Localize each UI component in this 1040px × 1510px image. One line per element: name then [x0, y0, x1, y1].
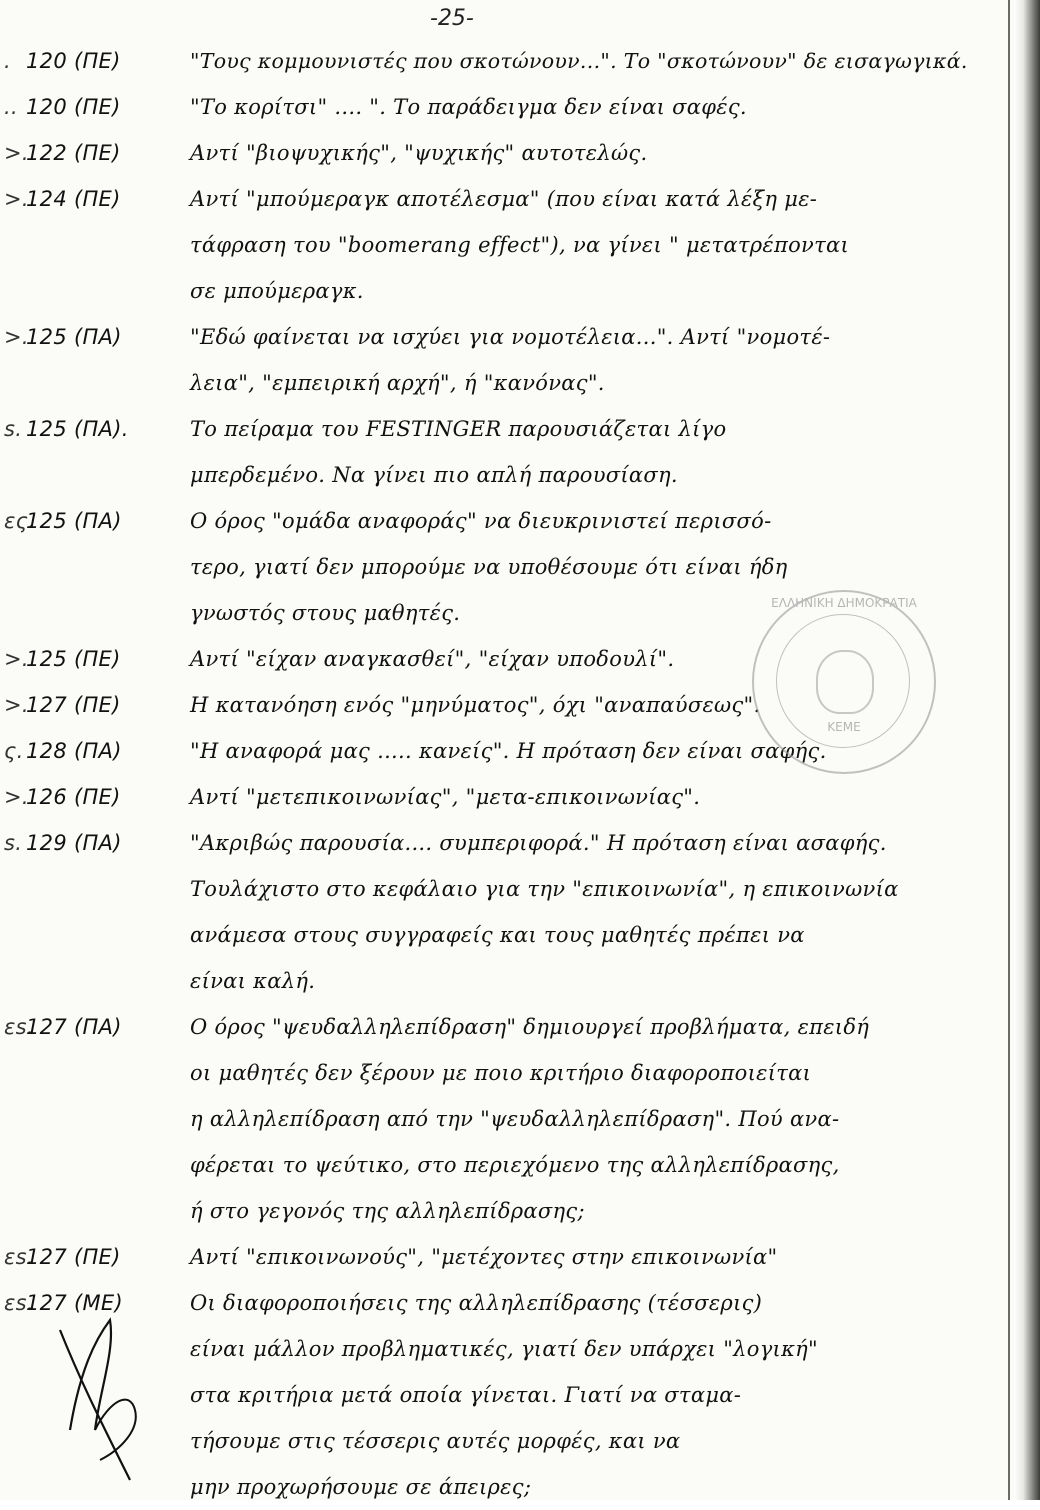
binding-edge-line — [1008, 0, 1010, 1500]
entry-marker: s. — [4, 831, 23, 855]
stamp-label: ΕΛΛΗΝΙΚΗ ΔΗΜΟΚΡΑΤΙΑ — [771, 596, 917, 610]
entry-text: είναι μάλλον προβληματικές, γιατί δεν υπάρχει "λογική" — [190, 1337, 818, 1361]
entry-ref-text: 128 (ΠΑ) — [26, 739, 122, 763]
entry-ref-text: 125 (ΠΑ). — [26, 417, 129, 441]
entry-line — [0, 84, 990, 130]
entry-line — [0, 176, 990, 222]
entry-line — [0, 406, 990, 452]
entry-marker: . — [4, 49, 11, 73]
entry-text: Ο όρος "ψευδαλληλεπίδραση" δημιουργεί προβλήματα, επειδή — [190, 1015, 870, 1039]
entry-reference — [4, 728, 189, 774]
entry-line — [0, 130, 990, 176]
entry-line — [0, 1004, 990, 1050]
entry-marker: .. — [4, 95, 18, 119]
entry — [0, 406, 990, 498]
entry-text: οι μαθητές δεν ξέρουν με ποιο κριτήριο διαφοροποιείται — [190, 1061, 812, 1085]
entry-reference — [4, 498, 189, 544]
entry-ref-text: 127 (ΠΕ) — [26, 693, 121, 717]
entry-reference — [4, 820, 189, 866]
entry-ref-text: 129 (ΠΑ) — [26, 831, 122, 855]
entry-marker: >. — [4, 647, 29, 671]
entry-line — [0, 1234, 990, 1280]
entry-text: Ο όρος "ομάδα αναφοράς" να διευκρινιστεί περισσό- — [190, 509, 772, 533]
entry-reference — [4, 176, 189, 222]
entry-text: τάφραση του "boomerang effect"), να γίνει " μετατρέπονται — [190, 233, 850, 257]
entry-reference — [4, 1004, 189, 1050]
entries-list — [0, 38, 990, 1510]
entry-ref-text: 124 (ΠΕ) — [26, 187, 121, 211]
entry — [0, 820, 990, 1004]
entry-marker: s. — [4, 417, 23, 441]
stamp-subtitle: ΚΕΜΕ — [827, 720, 861, 734]
entry-text: τήσουμε στις τέσσερις αυτές μορφές, και να — [190, 1429, 681, 1453]
entry-marker: ες. — [4, 509, 36, 533]
entry-text: "Ακριβώς παρουσία.... συμπεριφορά." Η πρόταση είναι ασαφής. — [190, 831, 887, 855]
entry — [0, 314, 990, 406]
entry-ref-text: 120 (ΠΕ) — [26, 95, 121, 119]
entry-text: "Εδώ φαίνεται να ισχύει για νομοτέλεια...". Αντί "νομοτέ- — [190, 325, 831, 349]
entry-text: στα κριτήρια μετά οποία γίνεται. Γιατί να σταμα- — [190, 1383, 742, 1407]
entry-line — [0, 222, 990, 268]
entry-ref-text: 122 (ΠΕ) — [26, 141, 121, 165]
entry-text: "Το κορίτσι" .... ". Το παράδειγμα δεν είναι σαφές. — [190, 95, 747, 119]
entry-line — [0, 498, 990, 544]
entry-reference — [4, 636, 189, 682]
entry — [0, 84, 990, 130]
entry-line — [0, 1050, 990, 1096]
entry-reference — [4, 682, 189, 728]
entry-reference — [4, 406, 189, 452]
entry-line — [0, 774, 990, 820]
entry-reference — [4, 774, 189, 820]
entry-text: σε μπούμεραγκ. — [190, 279, 364, 303]
entry-ref-text: 127 (ΠΕ) — [26, 1245, 121, 1269]
entry — [0, 176, 990, 314]
entry-text: Οι διαφοροποιήσεις της αλληλεπίδρασης (τέσσερις) — [190, 1291, 763, 1315]
entry-text: Αντί "μετεπικοινωνίας", "μετα-επικοινωνίας". — [190, 785, 701, 809]
entry-text: "Η αναφορά μας ..... κανείς". Η πρόταση δεν είναι σαφής. — [190, 739, 827, 763]
crest-icon — [816, 650, 874, 714]
entry-line — [0, 1188, 990, 1234]
entry-text: "Τους κομμουνιστές που σκοτώνουν...". Το "σκοτώνουν" δε εισαγωγικά. — [190, 49, 968, 73]
entry-line — [0, 544, 990, 590]
entry-text: η αλληλεπίδραση από την "ψευδαλληλεπίδραση". Πού ανα- — [190, 1107, 840, 1131]
entry-text: Το πείραμα του FESTINGER παρουσιάζεται λίγο — [190, 417, 727, 441]
entry-ref-text: 126 (ΠΕ) — [26, 785, 121, 809]
entry-line — [0, 38, 990, 84]
entry — [0, 1004, 990, 1234]
entry-marker: >. — [4, 141, 29, 165]
entry-line — [0, 1142, 990, 1188]
entry-marker: εs. — [4, 1291, 34, 1315]
entry-marker: εs. — [4, 1015, 34, 1039]
entry-reference — [4, 1234, 189, 1280]
entry-ref-text: 127 (ΜΕ) — [26, 1291, 123, 1315]
entry-text: Αντί "βιοψυχικής", "ψυχικής" αυτοτελώς. — [190, 141, 648, 165]
entry-text: Αντί "μπούμεραγκ αποτέλεσμα" (που είναι κατά λέξη με- — [190, 187, 818, 211]
entry-reference — [4, 130, 189, 176]
entry — [0, 130, 990, 176]
entry-text: Αντί "επικοινωνούς", "μετέχοντες στην επικοινωνία" — [190, 1245, 778, 1269]
entry-text: τερο, γιατί δεν μπορούμε να υποθέσουμε ότι είναι ήδη — [190, 555, 788, 579]
entry-ref-text: 120 (ΠΕ) — [26, 49, 121, 73]
page-number: -25- — [430, 6, 474, 31]
entry-marker: >. — [4, 325, 29, 349]
entry-reference — [4, 38, 189, 84]
entry — [0, 774, 990, 820]
entry-reference — [4, 84, 189, 130]
entry-line — [0, 820, 990, 866]
entry-marker: >. — [4, 693, 29, 717]
entry-marker: >. — [4, 187, 29, 211]
entry-text: φέρεται το ψεύτικο, στο περιεχόμενο της αλληλεπίδρασης, — [190, 1153, 840, 1177]
handwritten-signature — [40, 1310, 160, 1490]
entry-line — [0, 268, 990, 314]
entry-text: ή στο γεγονός της αλληλεπίδρασης; — [190, 1199, 585, 1223]
entry-line — [0, 912, 990, 958]
entry-ref-text: 127 (ΠΑ) — [26, 1015, 122, 1039]
official-stamp — [752, 590, 936, 774]
entry-line — [0, 1096, 990, 1142]
entry-marker: >. — [4, 785, 29, 809]
entry-line — [0, 452, 990, 498]
entry-text: Τουλάχιστο στο κεφάλαιο για την "επικοινωνία", η επικοινωνία — [190, 877, 899, 901]
entry-text: ανάμεσα στους συγγραφείς και τους μαθητές πρέπει να — [190, 923, 805, 947]
entry-reference — [4, 314, 189, 360]
entry-text: Αντί "είχαν αναγκασθεί", "είχαν υποδουλί". — [190, 647, 675, 671]
entry-ref-text: 125 (ΠΕ) — [26, 647, 121, 671]
entry-marker: εs. — [4, 1245, 34, 1269]
entry-ref-text: 125 (ΠΑ) — [26, 509, 122, 533]
entry-marker: ς. — [4, 739, 24, 763]
entry — [0, 38, 990, 84]
entry-text: λεια", "εμπειρική αρχή", ή "κανόνας". — [190, 371, 605, 395]
entry-line — [0, 866, 990, 912]
entry — [0, 1234, 990, 1280]
entry-ref-text: 125 (ΠΑ) — [26, 325, 122, 349]
entry-line — [0, 958, 990, 1004]
entry-text: μπερδεμένο. Να γίνει πιο απλή παρουσίαση. — [190, 463, 678, 487]
entry-text: γνωστός στους μαθητές. — [190, 601, 461, 625]
entry-line — [0, 314, 990, 360]
binding-edge — [1014, 0, 1040, 1500]
entry-line — [0, 360, 990, 406]
entry-text: μην προχωρήσουμε σε άπειρες; — [190, 1475, 532, 1499]
entry-text: είναι καλή. — [190, 969, 316, 993]
entry-text: Η κατανόηση ενός "μηνύματος", όχι "αναπαύσεως". — [190, 693, 761, 717]
